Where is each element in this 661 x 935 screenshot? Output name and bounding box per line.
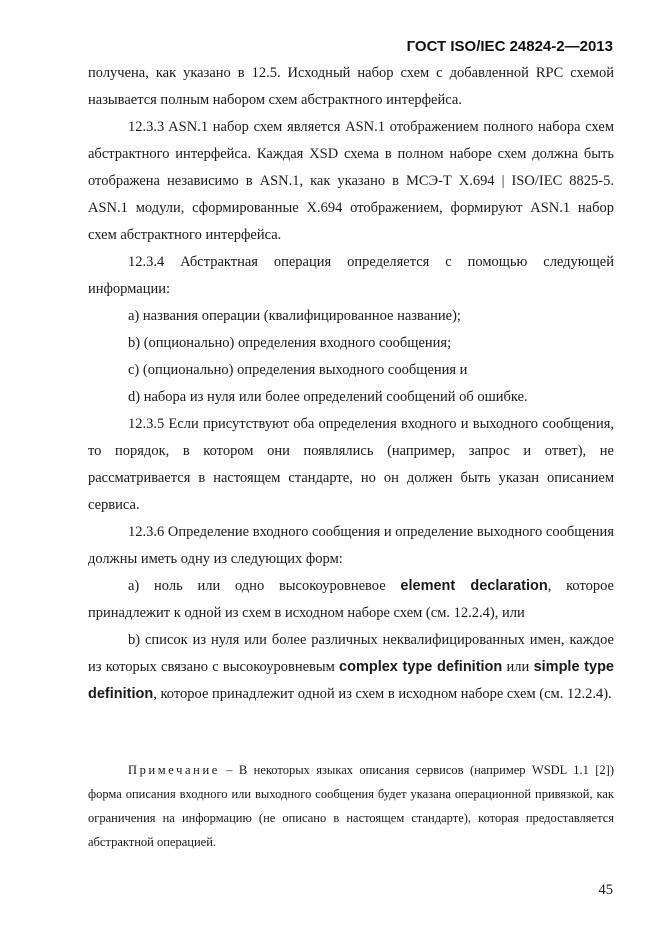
term-element-declaration: element declaration — [400, 578, 548, 594]
document-code-header: ГОСТ ISO/IEC 24824-2—2013 — [406, 38, 613, 55]
form-b-middle: или — [502, 659, 534, 675]
note-paragraph — [88, 758, 614, 854]
list-item-c: с) (опционально) определения выходного сообщения и — [128, 362, 468, 378]
form-a-prefix: а) ноль или одно высокоуровневое — [128, 578, 401, 594]
term-simple-type-definition: simple type definition — [88, 659, 615, 702]
note-text: – В некоторых языках описания сервисов (например WSDL 1.1 [2]) форма описания входного или выходного сообщения будет указана операционной привязкой, как ограничения на информацию (не описано в настоящем стандарте), которая предоставляется абстрактной операцией. — [88, 763, 614, 849]
page-number: 45 — [598, 882, 613, 898]
paragraph-12-3-6: 12.3.6 Определение входного сообщения и определение выходного сообщения должны иметь одну из следующих форм: — [88, 524, 614, 567]
form-item-b — [88, 627, 614, 708]
form-b-prefix: b) список из нуля или более различных неквалифицированных имен, каждое из которых связано с высокоуровневым — [88, 632, 614, 675]
paragraph-12-3-3: 12.3.3 ASN.1 набор схем является ASN.1 отображением полного набора схем абстрактного интерфейса. Каждая XSD схема в полном наборе схем должна быть отображена независимо в ASN.1, как указано в МСЭ-Т X.694 | ISO/IEC 8825-5. ASN.1 модули, сформированные X.694 отображением, формируют ASN.1 набор схем абстрактного интерфейса. — [88, 119, 614, 243]
form-a-suffix: , которое принадлежит к одной из схем в исходном наборе схем (см. 12.2.4), или — [88, 578, 614, 621]
form-b-suffix: , которое принадлежит одной из схем в исходном наборе схем (см. 12.2.4). — [153, 686, 612, 702]
note-label: Примечание — [128, 763, 220, 777]
list-item-a: а) названия операции (квалифицированное название); — [128, 308, 461, 324]
paragraph-12-3-4: 12.3.4 Абстрактная операция определяется с помощью следующей информации: — [88, 254, 614, 297]
note-block — [88, 758, 614, 854]
body-text — [88, 60, 614, 708]
form-item-a — [88, 573, 614, 627]
paragraph-continuation: получена, как указано в 12.5. Исходный набор схем с добавленной RPC схемой называется полным набором схем абстрактного интерфейса. — [88, 65, 614, 108]
paragraph-12-3-5: 12.3.5 Если присутствуют оба определения входного и выходного сообщения, то порядок, в котором они появлялись (например, запрос и ответ), не рассматривается в настоящем стандарте, но он должен быть указан описанием сервиса. — [88, 416, 614, 513]
term-complex-type-definition: complex type definition — [339, 659, 503, 675]
list-item-b: b) (опционально) определения входного сообщения; — [128, 335, 452, 351]
list-item-d: d) набора из нуля или более определений сообщений об ошибке. — [128, 389, 528, 405]
